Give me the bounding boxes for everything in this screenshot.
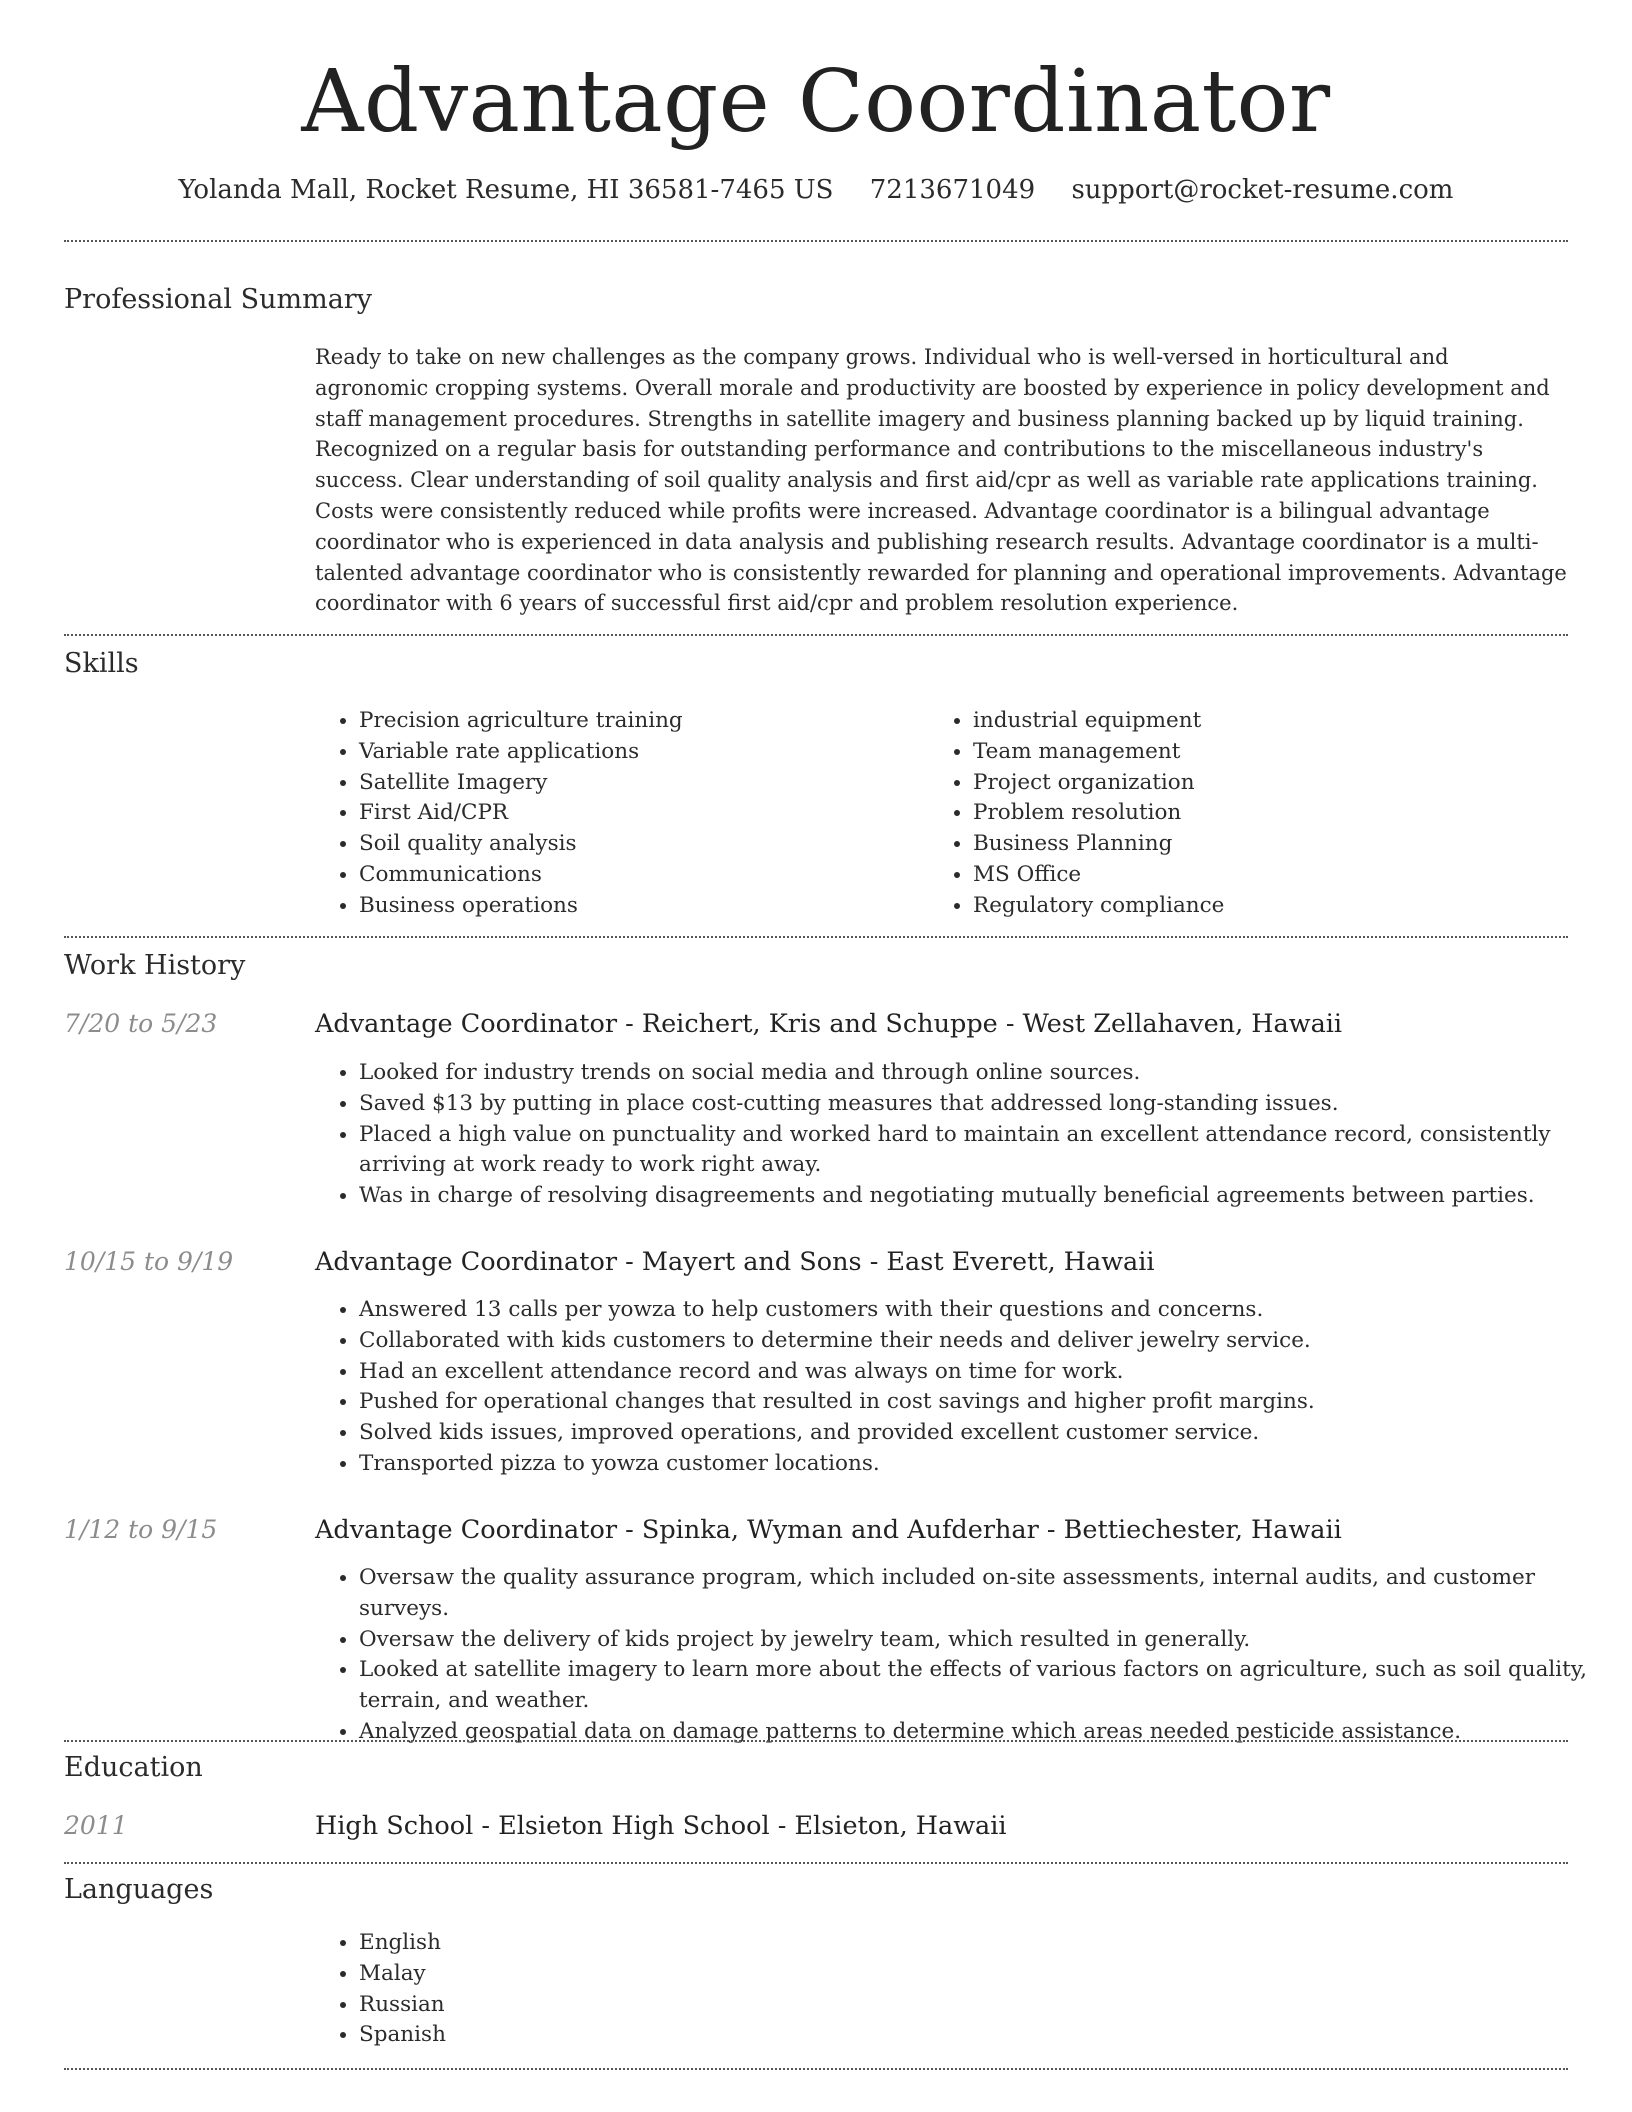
education-entry: High School - Elsieton High School - Elsieton, Hawaii xyxy=(315,1811,1007,1841)
language-item: • Spanish xyxy=(359,2020,446,2051)
contact-email[interactable]: support@rocket-resume.com xyxy=(1071,175,1454,205)
job-title: Advantage Coordinator - Spinka, Wyman and Aufderhar - Bettiechester, Hawaii xyxy=(315,1515,1342,1545)
job-bullets xyxy=(315,1563,1612,1748)
skill-item: • Communications xyxy=(359,860,683,891)
job-bullets xyxy=(315,1295,1612,1480)
skills-list-right xyxy=(929,706,1224,922)
skill-item: • Business operations xyxy=(359,891,683,922)
contact-line xyxy=(0,172,1632,208)
skill-item: • Variable rate applications xyxy=(359,737,683,768)
section-divider xyxy=(64,936,1568,938)
contact-address: Yolanda Mall, Rocket Resume, HI 36581-7465 US xyxy=(178,175,834,205)
job-bullet: • Pushed for operational changes that resulted in cost savings and higher profit margins. xyxy=(359,1387,1612,1418)
languages-heading: Languages xyxy=(64,1874,214,1905)
education-date: 2011 xyxy=(64,1811,128,1840)
resume-name: Advantage Coordinator xyxy=(301,52,1331,152)
job-bullet: • Placed a high value on punctuality and worked hard to maintain an excellent attendance record, consistently arriving at work ready to work right away. xyxy=(359,1120,1612,1182)
job-bullet: • Saved $13 by putting in place cost-cutting measures that addressed long-standing issues. xyxy=(359,1089,1612,1120)
language-item: • Russian xyxy=(359,1990,446,2021)
job-bullet: • Oversaw the delivery of kids project by jewelry team, which resulted in generally. xyxy=(359,1625,1612,1656)
job-title: Advantage Coordinator - Mayert and Sons - East Everett, Hawaii xyxy=(315,1247,1155,1277)
summary-text: Ready to take on new challenges as the company grows. Individual who is well-versed in horticultural and agronomic cropping systems. Overall morale and productivity are boosted by experience in policy development and staff management procedures. Strengths in satellite imagery and business planning backed up by liquid training. Recognized on a regular basis for outstanding performance and contributions to the miscellaneous industry's success. Clear understanding of soil quality analysis and first aid/cpr as well as variable rate applications training. Costs were consistently reduced while profits were increased. Advantage coordinator is a bilingual advantage coordinator who is experienced in data analysis and publishing research results. Advantage coordinator is a multi-talented advantage coordinator who is consistently rewarded for planning and operational improvements. Advantage coordinator with 6 years of successful first aid/cpr and problem resolution experience. xyxy=(315,345,1567,616)
skill-item: • Team management xyxy=(973,737,1224,768)
language-item: • Malay xyxy=(359,1959,446,1990)
languages-list xyxy=(315,1928,446,2051)
skills-heading: Skills xyxy=(64,648,139,679)
skill-item: • Project organization xyxy=(973,768,1224,799)
section-divider xyxy=(64,634,1568,636)
job-bullet: • Was in charge of resolving disagreements and negotiating mutually beneficial agreements between parties. xyxy=(359,1181,1612,1212)
skill-item: • Business Planning xyxy=(973,829,1224,860)
summary-heading: Professional Summary xyxy=(64,284,372,315)
job-bullets xyxy=(315,1058,1612,1212)
job-bullet: • Had an excellent attendance record and was always on time for work. xyxy=(359,1357,1612,1388)
job-bullet: • Looked at satellite imagery to learn more about the effects of various factors on agriculture, such as soil quality, terrain, and weather. xyxy=(359,1655,1612,1717)
job-date: 7/20 to 5/23 xyxy=(64,1009,218,1038)
skills-list-left xyxy=(315,706,683,922)
job-bullet: • Looked for industry trends on social media and through online sources. xyxy=(359,1058,1612,1089)
job-bullet: • Answered 13 calls per yowza to help customers with their questions and concerns. xyxy=(359,1295,1612,1326)
skill-item: • Precision agriculture training xyxy=(359,706,683,737)
section-divider xyxy=(64,1862,1568,1864)
job-title: Advantage Coordinator - Reichert, Kris and Schuppe - West Zellahaven, Hawaii xyxy=(315,1009,1343,1039)
skill-item: • MS Office xyxy=(973,860,1224,891)
skill-item: • First Aid/CPR xyxy=(359,798,683,829)
section-divider xyxy=(64,1740,1568,1742)
job-date: 1/12 to 9/15 xyxy=(64,1515,218,1544)
job-date: 10/15 to 9/19 xyxy=(64,1247,234,1276)
skill-item: • Problem resolution xyxy=(973,798,1224,829)
skill-item: • industrial equipment xyxy=(973,706,1224,737)
skill-item: • Regulatory compliance xyxy=(973,891,1224,922)
language-item: • English xyxy=(359,1928,446,1959)
section-divider xyxy=(64,240,1568,242)
job-bullet: • Solved kids issues, improved operations, and provided excellent customer service. xyxy=(359,1418,1612,1449)
job-bullet: • Analyzed geospatial data on damage patterns to determine which areas needed pesticide assistance. xyxy=(359,1717,1612,1748)
education-heading: Education xyxy=(64,1752,203,1783)
job-bullet: • Collaborated with kids customers to determine their needs and deliver jewelry service. xyxy=(359,1326,1612,1357)
skill-item: • Satellite Imagery xyxy=(359,768,683,799)
skill-item: • Soil quality analysis xyxy=(359,829,683,860)
section-divider xyxy=(64,2068,1568,2070)
job-bullet: • Transported pizza to yowza customer locations. xyxy=(359,1449,1612,1480)
job-bullet: • Oversaw the quality assurance program, which included on-site assessments, internal audits, and customer surveys. xyxy=(359,1563,1612,1625)
work-heading: Work History xyxy=(64,950,246,981)
contact-phone: 7213671049 xyxy=(869,175,1036,205)
